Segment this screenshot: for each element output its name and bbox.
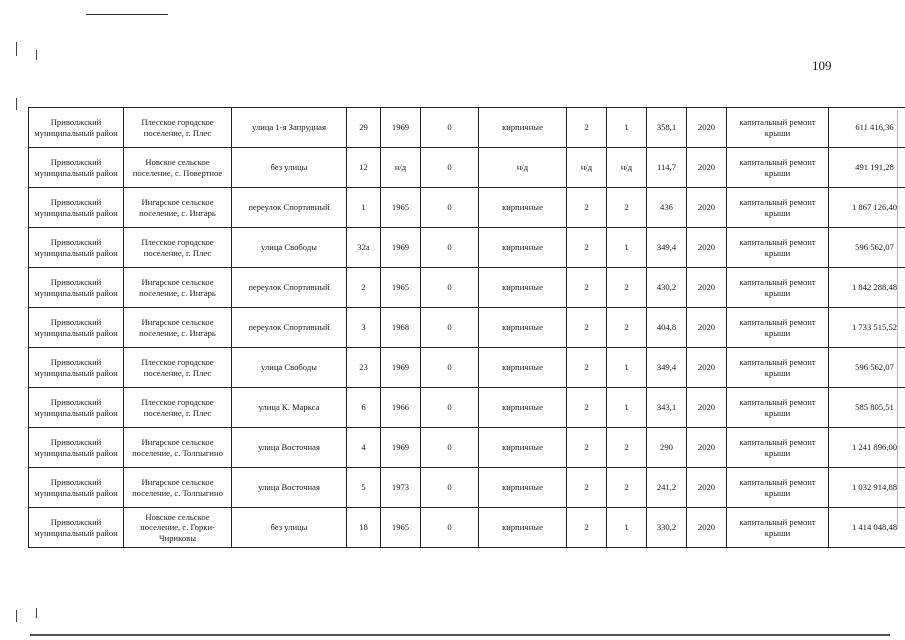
value-cell: 0 (421, 388, 479, 428)
entrances-cell: 2 (607, 468, 647, 508)
settlement-cell: Ингарское сельское поселение, с. Ингарь (124, 268, 232, 308)
house-number-cell: 3 (347, 308, 381, 348)
house-number-cell: 18 (347, 508, 381, 548)
build-year-cell: 1965 (381, 268, 421, 308)
settlement-cell: Новское сельское поселение, с. Повертное (124, 148, 232, 188)
settlement-cell: Плесское городское поселение, г. Плес (124, 348, 232, 388)
floors-cell: 2 (567, 308, 607, 348)
floors-cell: 2 (567, 188, 607, 228)
plan-year-cell: 2020 (687, 468, 727, 508)
wall-material-cell: кирпичные (479, 348, 567, 388)
settlement-cell: Ингарское сельское поселение, с. Толпыгино (124, 428, 232, 468)
work-type-cell: капитальный ремонт крыши (727, 428, 829, 468)
settlement-cell: Плесское городское поселение, г. Плес (124, 108, 232, 148)
house-number-cell: 1 (347, 188, 381, 228)
district-cell: Приволжский муниципальный район (29, 508, 124, 548)
cost-cell: 611 416,36 (829, 108, 905, 148)
entrances-cell: 1 (607, 228, 647, 268)
floors-cell: 2 (567, 228, 607, 268)
build-year-cell: 1965 (381, 508, 421, 548)
entrances-cell: 2 (607, 428, 647, 468)
house-number-cell: 6 (347, 388, 381, 428)
build-year-cell: 1965 (381, 188, 421, 228)
wall-material-cell: кирпичные (479, 308, 567, 348)
cost-cell: 596 562,07 (829, 228, 905, 268)
plan-year-cell: 2020 (687, 268, 727, 308)
wall-material-cell: кирпичные (479, 228, 567, 268)
plan-year-cell: 2020 (687, 388, 727, 428)
value-cell: 0 (421, 508, 479, 548)
build-year-cell: н/д (381, 148, 421, 188)
entrances-cell: 2 (607, 308, 647, 348)
district-cell: Приволжский муниципальный район (29, 268, 124, 308)
table-body (29, 108, 905, 548)
plan-year-cell: 2020 (687, 508, 727, 548)
street-cell: без улицы (232, 508, 347, 548)
build-year-cell: 1969 (381, 108, 421, 148)
work-type-cell: капитальный ремонт крыши (727, 508, 829, 548)
value-cell: 0 (421, 468, 479, 508)
settlement-cell: Плесское городское поселение, г. Плес (124, 388, 232, 428)
wall-material-cell: кирпичные (479, 188, 567, 228)
settlement-cell: Ингарское сельское поселение, с. Ингарь (124, 188, 232, 228)
cost-cell: 596 562,07 (829, 348, 905, 388)
table-row (29, 188, 905, 228)
cost-cell: 1 414 048,48 (829, 508, 905, 548)
house-number-cell: 12 (347, 148, 381, 188)
district-cell: Приволжский муниципальный район (29, 468, 124, 508)
table-row (29, 108, 905, 148)
cost-cell: 1 867 126,40 (829, 188, 905, 228)
table-row (29, 428, 905, 468)
cost-cell: 1 733 515,52 (829, 308, 905, 348)
scan-artifact-tick (16, 610, 17, 622)
housing-repair-table (28, 107, 905, 548)
work-type-cell: капитальный ремонт крыши (727, 108, 829, 148)
wall-material-cell: кирпичные (479, 268, 567, 308)
area-cell: 404,8 (647, 308, 687, 348)
value-cell: 0 (421, 348, 479, 388)
house-number-cell: 29 (347, 108, 381, 148)
work-type-cell: капитальный ремонт крыши (727, 468, 829, 508)
value-cell: 0 (421, 268, 479, 308)
value-cell: 0 (421, 148, 479, 188)
work-type-cell: капитальный ремонт крыши (727, 268, 829, 308)
work-type-cell: капитальный ремонт крыши (727, 388, 829, 428)
work-type-cell: капитальный ремонт крыши (727, 348, 829, 388)
house-number-cell: 23 (347, 348, 381, 388)
street-cell: переулок Спортивный (232, 188, 347, 228)
area-cell: 290 (647, 428, 687, 468)
plan-year-cell: 2020 (687, 308, 727, 348)
table-row (29, 388, 905, 428)
wall-material-cell: кирпичные (479, 428, 567, 468)
settlement-cell: Ингарское сельское поселение, с. Толпыгино (124, 468, 232, 508)
scan-artifact-tick (36, 50, 37, 60)
street-cell: улица Восточная (232, 428, 347, 468)
build-year-cell: 1969 (381, 228, 421, 268)
table-row (29, 348, 905, 388)
cost-cell: 585 805,51 (829, 388, 905, 428)
plan-year-cell: 2020 (687, 228, 727, 268)
table-row (29, 508, 905, 548)
plan-year-cell: 2020 (687, 428, 727, 468)
area-cell: 114,7 (647, 148, 687, 188)
scan-artifact-tick (16, 42, 17, 56)
value-cell: 0 (421, 108, 479, 148)
street-cell: улица Свободы (232, 348, 347, 388)
house-number-cell: 2 (347, 268, 381, 308)
district-cell: Приволжский муниципальный район (29, 188, 124, 228)
cost-cell: 1 241 896,00 (829, 428, 905, 468)
build-year-cell: 1966 (381, 388, 421, 428)
settlement-cell: Плесское городское поселение, г. Плес (124, 228, 232, 268)
entrances-cell: 1 (607, 388, 647, 428)
value-cell: 0 (421, 428, 479, 468)
cost-cell: 1 032 914,88 (829, 468, 905, 508)
street-cell: улица Свободы (232, 228, 347, 268)
district-cell: Приволжский муниципальный район (29, 428, 124, 468)
wall-material-cell: кирпичные (479, 508, 567, 548)
table-row (29, 268, 905, 308)
floors-cell: 2 (567, 468, 607, 508)
street-cell: переулок Спортивный (232, 308, 347, 348)
page-number: 109 (812, 58, 832, 73)
area-cell: 349,4 (647, 228, 687, 268)
table-row (29, 228, 905, 268)
house-number-cell: 32а (347, 228, 381, 268)
street-cell: улица Восточная (232, 468, 347, 508)
table-row (29, 468, 905, 508)
table-row (29, 308, 905, 348)
area-cell: 343,1 (647, 388, 687, 428)
cost-cell: 491 191,28 (829, 148, 905, 188)
district-cell: Приволжский муниципальный район (29, 108, 124, 148)
floors-cell: 2 (567, 108, 607, 148)
entrances-cell: 2 (607, 188, 647, 228)
work-type-cell: капитальный ремонт крыши (727, 188, 829, 228)
plan-year-cell: 2020 (687, 188, 727, 228)
street-cell: улица 1-я Запрудная (232, 108, 347, 148)
plan-year-cell: 2020 (687, 348, 727, 388)
district-cell: Приволжский муниципальный район (29, 228, 124, 268)
wall-material-cell: кирпичные (479, 108, 567, 148)
entrances-cell: 1 (607, 508, 647, 548)
entrances-cell: 1 (607, 348, 647, 388)
table-row (29, 148, 905, 188)
house-number-cell: 4 (347, 428, 381, 468)
wall-material-cell: н/д (479, 148, 567, 188)
district-cell: Приволжский муниципальный район (29, 148, 124, 188)
scan-artifact-tick (36, 608, 37, 618)
settlement-cell: Новское сельское поселение, с. Горки-Чириковы (124, 508, 232, 548)
build-year-cell: 1968 (381, 308, 421, 348)
area-cell: 330,2 (647, 508, 687, 548)
entrances-cell: 1 (607, 108, 647, 148)
plan-year-cell: 2020 (687, 108, 727, 148)
floors-cell: 2 (567, 348, 607, 388)
floors-cell: 2 (567, 508, 607, 548)
scan-artifact-line (30, 634, 890, 636)
work-type-cell: капитальный ремонт крыши (727, 228, 829, 268)
build-year-cell: 1969 (381, 348, 421, 388)
district-cell: Приволжский муниципальный район (29, 348, 124, 388)
work-type-cell: капитальный ремонт крыши (727, 308, 829, 348)
street-cell: улица К. Маркса (232, 388, 347, 428)
scan-artifact-tick (16, 98, 17, 110)
settlement-cell: Ингарское сельское поселение, с. Ингарь (124, 308, 232, 348)
area-cell: 430,2 (647, 268, 687, 308)
value-cell: 0 (421, 308, 479, 348)
house-number-cell: 5 (347, 468, 381, 508)
cost-cell: 1 842 288,48 (829, 268, 905, 308)
area-cell: 358,1 (647, 108, 687, 148)
floors-cell: 2 (567, 388, 607, 428)
street-cell: без улицы (232, 148, 347, 188)
build-year-cell: 1973 (381, 468, 421, 508)
wall-material-cell: кирпичные (479, 468, 567, 508)
value-cell: 0 (421, 188, 479, 228)
value-cell: 0 (421, 228, 479, 268)
entrances-cell: н/д (607, 148, 647, 188)
district-cell: Приволжский муниципальный район (29, 308, 124, 348)
wall-material-cell: кирпичные (479, 388, 567, 428)
area-cell: 241,2 (647, 468, 687, 508)
work-type-cell: капитальный ремонт крыши (727, 148, 829, 188)
floors-cell: 2 (567, 428, 607, 468)
district-cell: Приволжский муниципальный район (29, 388, 124, 428)
area-cell: 436 (647, 188, 687, 228)
scan-artifact-line (86, 14, 168, 15)
street-cell: переулок Спортивный (232, 268, 347, 308)
area-cell: 349,4 (647, 348, 687, 388)
plan-year-cell: 2020 (687, 148, 727, 188)
entrances-cell: 2 (607, 268, 647, 308)
floors-cell: 2 (567, 268, 607, 308)
floors-cell: н/д (567, 148, 607, 188)
build-year-cell: 1969 (381, 428, 421, 468)
